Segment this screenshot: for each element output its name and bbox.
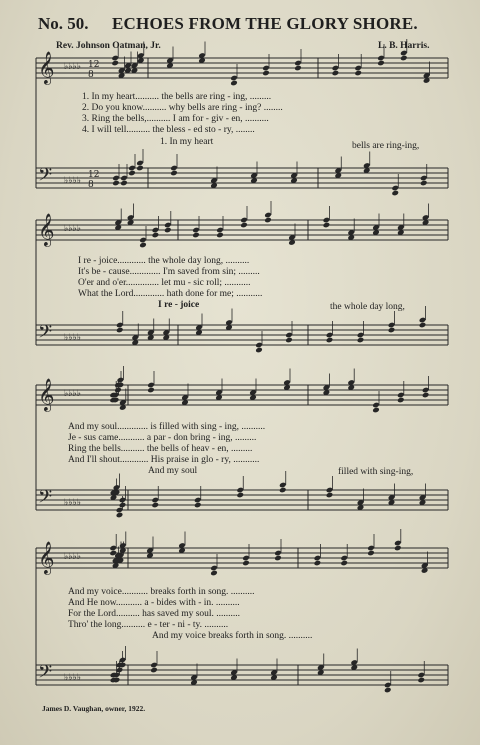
notehead <box>314 560 322 567</box>
notehead <box>151 502 159 509</box>
notehead <box>326 337 334 344</box>
verse-line: And my soul............. is filled with sing - ing, .......... <box>68 422 266 432</box>
key-signature: ♭♭♭♭ <box>64 176 81 186</box>
notehead <box>128 170 136 177</box>
notehead <box>236 492 244 499</box>
notehead <box>394 545 402 552</box>
notehead <box>326 492 334 499</box>
verse-line: Je - sus came........... a par - don bring - ing, ......... <box>68 433 257 443</box>
verse-line: What the Lord............. hath done for me; ........... <box>78 289 263 299</box>
notehead <box>111 60 119 67</box>
treble-clef: 𝄞 <box>38 541 55 574</box>
notehead <box>332 70 340 77</box>
key-signature: ♭♭♭♭ <box>64 62 81 72</box>
notehead <box>116 512 124 519</box>
notehead <box>391 190 399 197</box>
notehead <box>274 555 282 562</box>
bass-words: the whole day long, <box>330 302 405 312</box>
notehead <box>397 397 405 404</box>
notehead <box>152 232 160 239</box>
notehead <box>264 217 272 224</box>
verse-line: 4. I will tell.......... the bless - ed sto - ry, ........ <box>82 125 255 135</box>
treble-clef: 𝄞 <box>38 51 55 84</box>
copyright-footer: James D. Vaughan, owner, 1922. <box>42 704 146 713</box>
notehead <box>420 180 428 187</box>
key-signature: ♭♭♭♭ <box>64 498 81 508</box>
treble-clef: 𝄞 <box>38 378 55 411</box>
time-signature: 8 <box>88 180 94 190</box>
notehead <box>210 570 218 577</box>
notehead <box>120 180 128 187</box>
verse-line: O'er and o'er.............. let mu - sic roll; ........... <box>78 278 251 288</box>
bass-clef: 𝄢 <box>38 165 53 190</box>
key-signature: ♭♭♭♭ <box>64 552 81 562</box>
time-signature: 8 <box>88 70 94 80</box>
notehead <box>340 560 348 567</box>
verse-line: I re - joice............ the whole day long, .......... <box>78 256 250 266</box>
notehead <box>354 70 362 77</box>
key-signature: ♭♭♭♭ <box>64 389 81 399</box>
verse-line: For the Lord.......... has saved my soul. .......... <box>68 609 241 619</box>
bass-words: And my soul <box>148 466 198 476</box>
notehead <box>150 667 158 674</box>
bass-clef: 𝄢 <box>38 322 53 347</box>
verse-line: And He now........... a - bides with - in. .......... <box>68 598 240 608</box>
bass-words: bells are ring-ing, <box>352 141 420 151</box>
notehead <box>116 327 124 334</box>
key-signature: ♭♭♭♭ <box>64 333 81 343</box>
notehead <box>262 70 270 77</box>
bass-clef: 𝄢 <box>38 662 53 687</box>
lyricist-credit: Rev. Johnson Oatman, Jr. <box>56 41 161 51</box>
notehead <box>164 227 172 234</box>
notehead <box>372 407 380 414</box>
bass-words: filled with sing-ing, <box>338 467 414 477</box>
verse-line: 2. Do you know.......... why bells are ring - ing? ........ <box>82 103 283 113</box>
notehead <box>279 487 287 494</box>
notehead <box>230 80 238 87</box>
notehead <box>357 337 365 344</box>
bass-words: And my voice breaks forth in song. .......... <box>152 631 313 641</box>
notehead <box>114 387 122 394</box>
hymn-number: No. 50. <box>38 14 89 33</box>
verse-line: And my voice........... breaks forth in song. .......... <box>68 587 255 597</box>
notehead <box>323 222 331 229</box>
notehead <box>242 560 250 567</box>
notehead <box>194 502 202 509</box>
notehead <box>384 687 392 694</box>
notehead <box>240 222 248 229</box>
notehead <box>294 65 302 72</box>
notehead <box>388 327 396 334</box>
key-signature: ♭♭♭♭ <box>64 673 81 683</box>
verse-line: Thro' the long.......... e - ter - ni - ty. .......... <box>68 620 229 630</box>
bass-words: I re - joice <box>158 300 200 310</box>
notehead <box>285 337 293 344</box>
notehead <box>367 550 375 557</box>
notehead <box>170 170 178 177</box>
hymn-title: ECHOES FROM THE GLORY SHORE. <box>112 14 418 33</box>
notehead <box>139 242 147 249</box>
composer-credit: L. B. Harris. <box>378 41 430 51</box>
verse-line: And I'll shout............ His praise in glo - ry, ........... <box>68 455 260 465</box>
notehead <box>112 180 120 187</box>
bass-clef: 𝄢 <box>38 487 53 512</box>
notehead <box>192 232 200 239</box>
verse-line: 3. Ring the bells,.......... I am for - giv - en, .......... <box>82 114 269 124</box>
notehead <box>422 392 430 399</box>
time-signature: 12 <box>88 170 100 180</box>
key-signature: ♭♭♭♭ <box>64 224 81 234</box>
notehead <box>400 55 408 62</box>
notehead <box>377 60 385 67</box>
notehead <box>136 165 144 172</box>
treble-clef: 𝄞 <box>38 213 55 246</box>
notehead <box>119 502 127 509</box>
verse-line: Ring the bells.......... the bells of heav - en, ......... <box>68 444 253 454</box>
verse-line: 1. In my heart.......... the bells are ring - ing, ......... <box>82 92 272 102</box>
notehead <box>255 347 263 354</box>
notehead <box>216 232 224 239</box>
time-signature: 12 <box>88 60 100 70</box>
notehead <box>417 677 425 684</box>
verse-line: It's be - cause............. I'm saved from sin; ......... <box>78 267 260 277</box>
bass-words: 1. In my heart <box>160 137 214 147</box>
notehead <box>419 322 427 329</box>
notehead <box>147 387 155 394</box>
